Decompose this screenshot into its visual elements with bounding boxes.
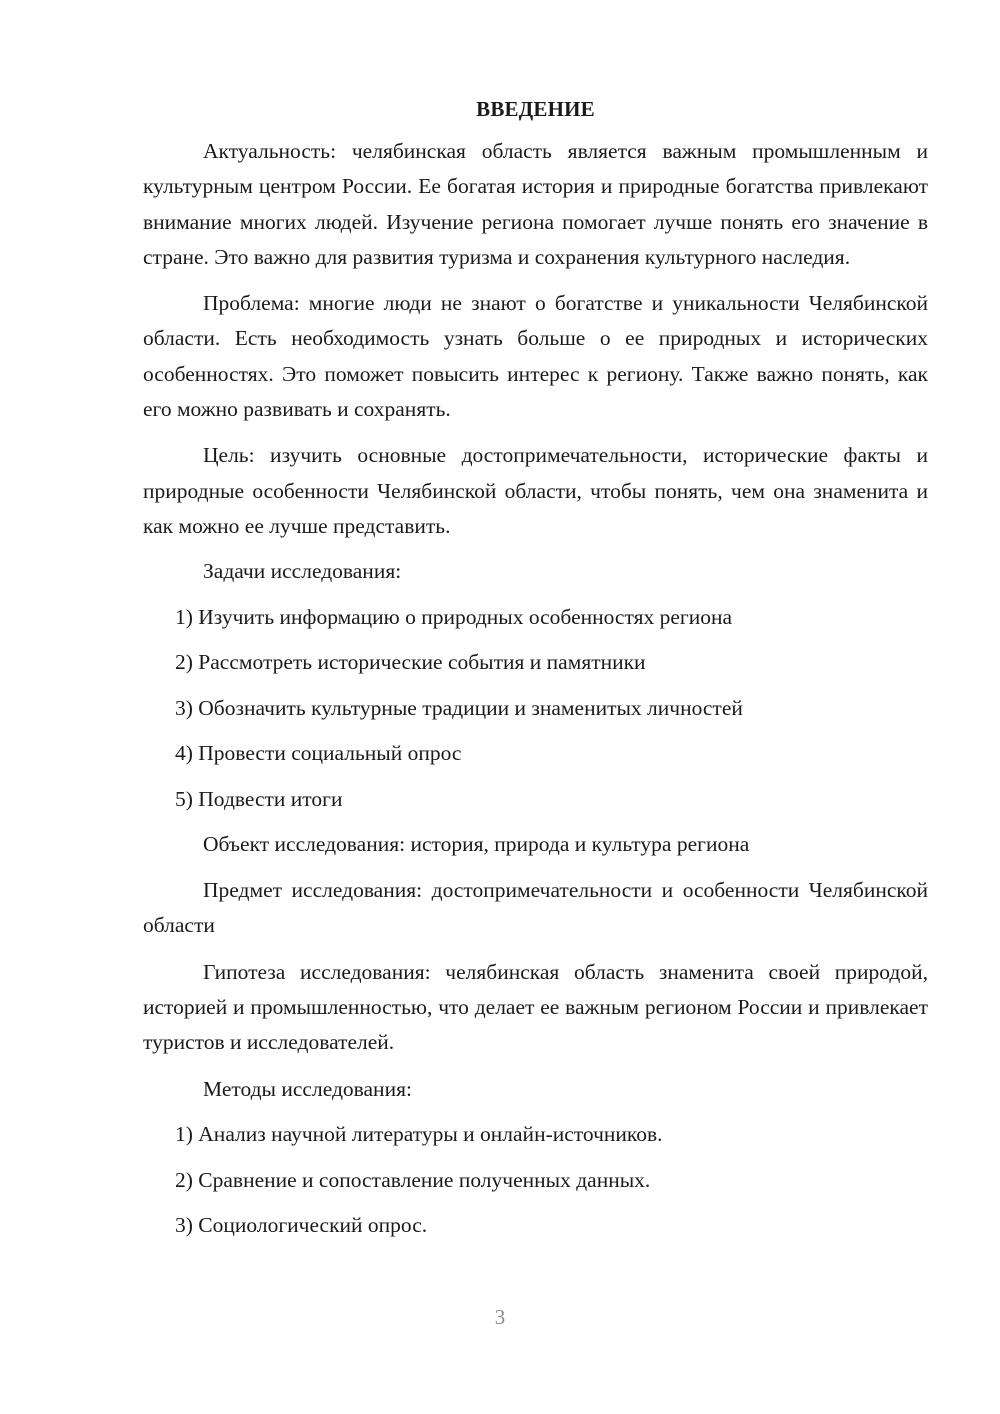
method-item: 1) Анализ научной литературы и онлайн-источников. [175, 1122, 663, 1147]
methods-label: Методы исследования: [203, 1076, 412, 1101]
hypothesis-paragraph: Гипотеза исследования: челябинская область знаменита своей природой, историей и промышленностью, что делает ее важным регионом России и привлекает туристов и исследователей. [143, 959, 928, 1055]
method-item: 2) Сравнение и сопоставление полученных данных. [175, 1167, 651, 1192]
goal-paragraph: Цель: изучить основные достопримечательности, исторические факты и природные особенности Челябинской области, чтобы понять, чем она знаменита и как можно ее лучше представить. [143, 443, 928, 538]
document-page [143, 92, 928, 1243]
task-item: 2) Рассмотреть исторические события и памятники [175, 650, 646, 675]
object-paragraph: Объект исследования: история, природа и культура региона [203, 832, 750, 857]
tasks-label: Задачи исследования: [203, 559, 402, 584]
relevance-paragraph: Актуальность: челябинская область является важным промышленным и культурным центром России. Ее богатая история и природные богатства привлекают внимание многих людей. Изучение региона помогает лучше понять его значение в стране. Это важно для развития туризма и сохранения культурного наследия. [143, 139, 928, 269]
task-item: 1) Изучить информацию о природных особенностях региона [175, 604, 733, 629]
task-item: 3) Обозначить культурные традиции и знаменитых личностей [175, 695, 743, 720]
problem-paragraph: Проблема: многие люди не знают о богатстве и уникальности Челябинской области. Есть необходимость узнать больше о ее природных и исторических особенностях. Это поможет повысить интерес к региону. Также важно понять, как его можно развивать и сохранять. [143, 291, 928, 422]
tasks-list [143, 600, 928, 817]
method-item: 3) Социологический опрос. [175, 1213, 428, 1238]
page-title: ВВЕДЕНИЕ [476, 97, 595, 121]
page-number: 3 [494, 1305, 506, 1329]
methods-list [143, 1117, 928, 1243]
subject-paragraph: Предмет исследования: достопримечательности и особенности Челябинской области [143, 878, 928, 938]
task-item: 5) Подвести итоги [175, 786, 343, 811]
task-item: 4) Провести социальный опрос [175, 741, 462, 766]
